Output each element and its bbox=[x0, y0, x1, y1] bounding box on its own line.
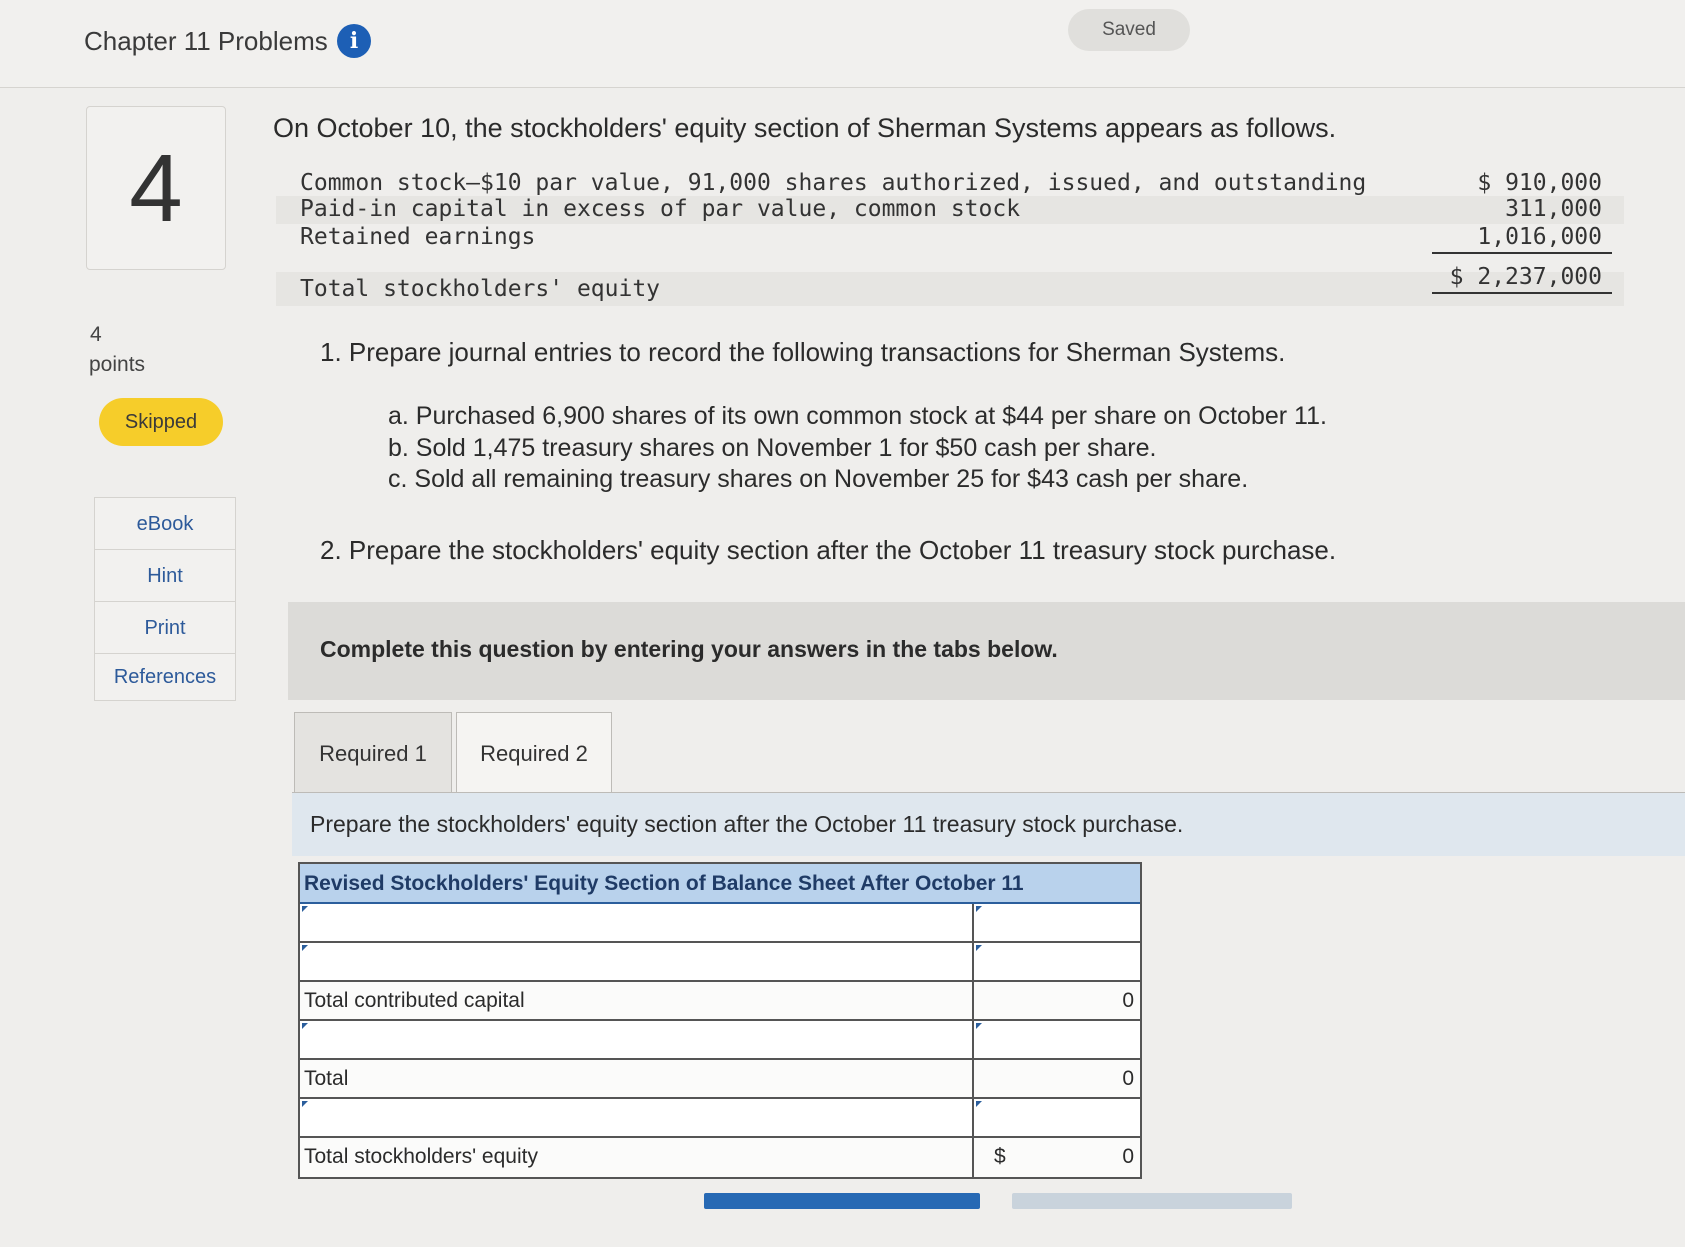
equity-row bbox=[276, 196, 1624, 224]
equity-row-label: Common stock—$10 par value, 91,000 shares authorized, issued, and outstanding bbox=[300, 170, 1367, 196]
equity-total-amount: $ 2,237,000 bbox=[1449, 264, 1602, 290]
revised-equity-table bbox=[298, 862, 1142, 1179]
amount-input[interactable] bbox=[974, 1021, 1140, 1058]
tab-instruction: Prepare the stockholders' equity section after the October 11 treasury stock purchase. bbox=[310, 811, 1184, 837]
ebook-link[interactable]: eBook bbox=[95, 498, 235, 550]
account-input[interactable] bbox=[300, 1021, 974, 1058]
total-equity-value: 0 bbox=[1122, 1145, 1134, 1168]
total-equity-label: Total stockholders' equity bbox=[300, 1138, 974, 1177]
account-input[interactable] bbox=[300, 1099, 974, 1136]
status-badge: Skipped bbox=[99, 398, 223, 446]
problem-intro: On October 10, the stockholders' equity section of Sherman Systems appears as follows. bbox=[273, 113, 1337, 143]
table-row bbox=[300, 943, 1140, 982]
points-value: 4 bbox=[90, 323, 102, 346]
total-contributed-label: Total contributed capital bbox=[300, 982, 974, 1019]
equity-row-amount: 1,016,000 bbox=[1477, 224, 1602, 250]
total-rule bbox=[1432, 292, 1612, 294]
account-input[interactable] bbox=[300, 904, 974, 941]
subtotal-rule bbox=[1432, 252, 1612, 254]
equity-row-label: Paid-in capital in excess of par value, common stock bbox=[300, 196, 1021, 222]
points-label: points bbox=[89, 353, 146, 376]
table-row bbox=[300, 1021, 1140, 1060]
print-link[interactable]: Print bbox=[95, 602, 235, 654]
equity-row bbox=[276, 224, 1624, 252]
given-equity-section bbox=[276, 170, 1624, 306]
next-required-button[interactable] bbox=[1012, 1193, 1292, 1209]
equity-total-row bbox=[276, 264, 1624, 306]
complete-instruction: Complete this question by entering your answers in the tabs below. bbox=[320, 636, 1058, 662]
header bbox=[0, 0, 1685, 88]
table-title: Revised Stockholders' Equity Section of Balance Sheet After October 11 bbox=[300, 864, 1140, 904]
references-link[interactable]: References bbox=[113, 666, 217, 688]
equity-total-label: Total stockholders' equity bbox=[300, 276, 661, 302]
info-icon[interactable]: i bbox=[337, 24, 371, 58]
account-input[interactable] bbox=[300, 943, 974, 980]
tab-required-1[interactable]: Required 1 bbox=[294, 712, 452, 794]
transaction-a: a. Purchased 6,900 shares of its own common stock at $44 per share on October 11. bbox=[388, 402, 1327, 430]
table-row bbox=[300, 904, 1140, 943]
amount-input[interactable] bbox=[974, 1099, 1140, 1136]
equity-row-amount: $ 910,000 bbox=[1477, 170, 1602, 196]
question-2: 2. Prepare the stockholders' equity section after the October 11 treasury stock purchase. bbox=[320, 535, 1337, 565]
transaction-c: c. Sold all remaining treasury shares on November 25 for $43 cash per share. bbox=[388, 465, 1249, 493]
hint-link[interactable]: Hint bbox=[95, 550, 235, 602]
equity-row bbox=[276, 170, 1624, 198]
currency-symbol: $ bbox=[994, 1145, 1006, 1168]
saved-badge: Saved bbox=[1068, 9, 1190, 51]
prev-required-button[interactable] bbox=[704, 1193, 980, 1209]
table-row bbox=[300, 1060, 1140, 1099]
question-number: 4 bbox=[86, 106, 226, 270]
total-contributed-value: 0 bbox=[1122, 989, 1134, 1012]
amount-input[interactable] bbox=[974, 943, 1140, 980]
equity-row-label: Retained earnings bbox=[300, 224, 536, 250]
tab-instruction-bar bbox=[292, 792, 1685, 856]
total-label: Total bbox=[300, 1060, 974, 1097]
question-1: 1. Prepare journal entries to record the following transactions for Sherman Systems. bbox=[320, 337, 1286, 367]
complete-instruction-bar bbox=[288, 602, 1685, 700]
chapter-title: Chapter 11 Problems bbox=[84, 26, 328, 56]
tab-required-2[interactable]: Required 2 bbox=[456, 712, 612, 796]
total-equity-cell bbox=[974, 1138, 1140, 1177]
transaction-b: b. Sold 1,475 treasury shares on November 1 for $50 cash per share. bbox=[388, 434, 1157, 462]
equity-row-amount: 311,000 bbox=[1505, 196, 1602, 222]
amount-input[interactable] bbox=[974, 904, 1140, 941]
resource-links bbox=[94, 497, 236, 701]
total-value: 0 bbox=[1122, 1067, 1134, 1090]
table-row bbox=[300, 982, 1140, 1021]
table-row bbox=[300, 1099, 1140, 1138]
table-row bbox=[300, 1138, 1140, 1177]
